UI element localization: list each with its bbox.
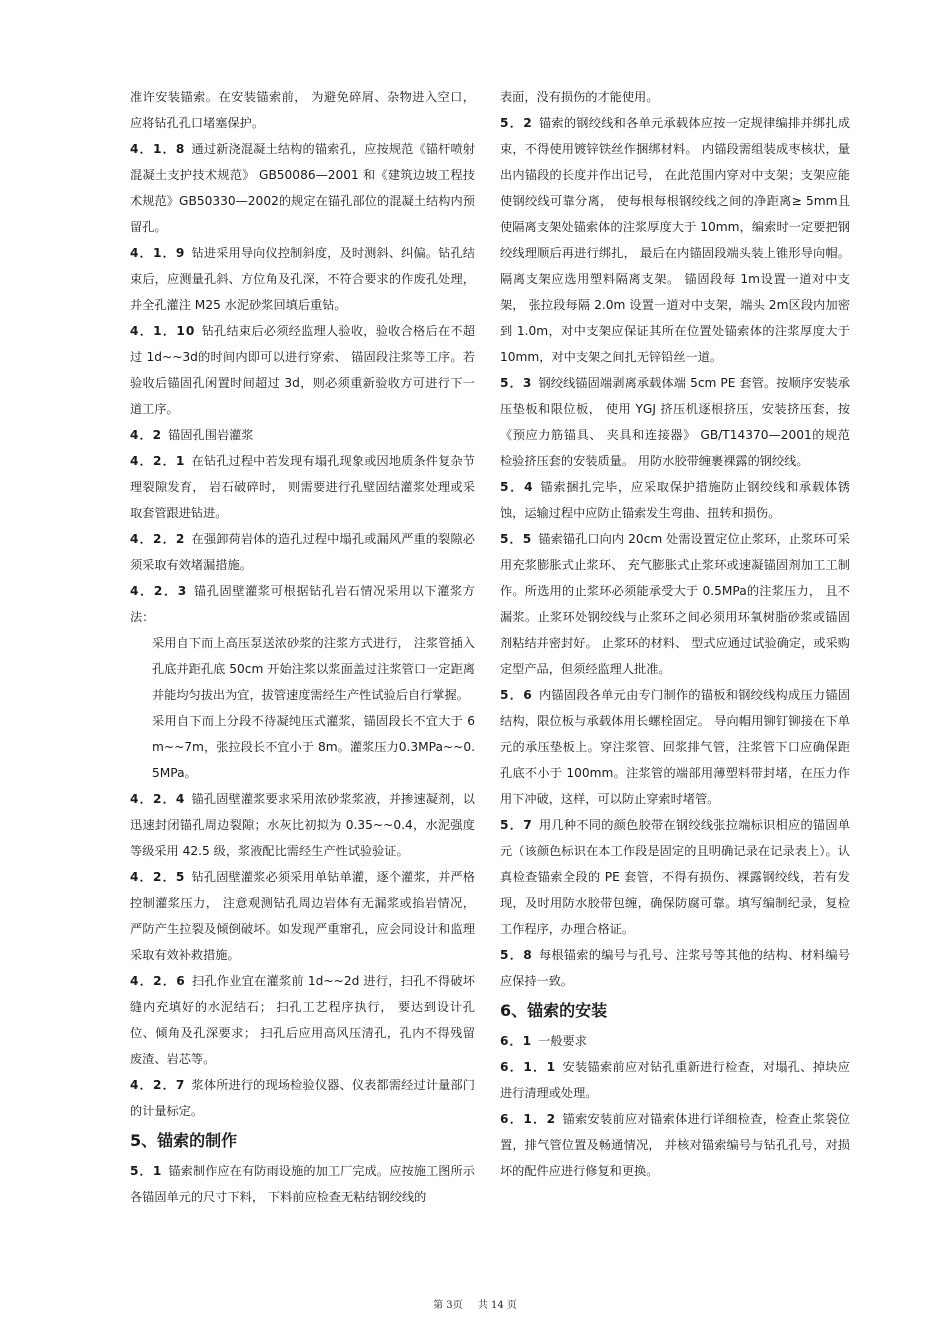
left-column <box>130 84 475 1210</box>
paragraph <box>130 578 475 630</box>
paragraph-text: 用几种不同的颜色胶带在钢绞线张拉端标识相应的锚固单元（该颜色标识在本工作段是固定的且明确记录在记录表上）。认真检查锚索全段的 PE 套管，不得有损伤、裸露钢绞线，若有发现，及时用防水胶带包缠，确保防腐可靠。填写编制纪录，复检工作程序，办理合格证。 <box>500 818 851 936</box>
clause-number: 5．7 <box>500 818 533 832</box>
paragraph <box>500 682 850 812</box>
clause-number: 6．1 <box>500 1034 533 1048</box>
paragraph-text: 锚索制作应在有防雨设施的加工厂完成。应按施工图所示各锚固单元的尺寸下料， 下料前应检查无粘结钢绞线的 <box>130 1164 475 1204</box>
clause-number: 4．2 <box>130 428 163 442</box>
paragraph-text: 采用自下而上高压泵送浓砂浆的注浆方式进行， 注浆管插入孔底并距孔底 50cm 开始注浆以浆面盖过注浆管口一定距离并能均匀拔出为宜，拔管速度需经生产性试验后自行掌握。 <box>152 636 475 702</box>
paragraph-text: 通过新浇混凝土结构的锚索孔，应按规范《锚杆喷射混凝土支护技术规范》 GB50086—2001 和《建筑边坡工程技术规范》GB50330—2002的规定在锚孔部位的混凝土结构内预留孔。 <box>130 142 475 234</box>
paragraph-text: 内锚固段各单元由专门制作的锚板和钢绞线构成压力锚固结构，限位板与承载体用长螺栓固定。 导向帽用铆钉铆接在下单元的承压垫板上。穿注浆管、回浆排气管，注浆管下口应确保距孔底不小于 100mm。注浆管的端部用薄塑料带封堵，在压力作用下冲破，这样，可以防止穿索时堵管。 <box>500 688 851 806</box>
paragraph <box>500 110 850 370</box>
paragraph <box>130 968 475 1072</box>
clause-number: 4．2．4 <box>130 792 186 806</box>
paragraph <box>500 812 850 942</box>
paragraph-text: 准许安装锚索。在安装锚索前， 为避免碎屑、杂物进入空口，应将钻孔孔口堵塞保护。 <box>130 90 475 130</box>
paragraph-text: 锚索安装前应对锚索体进行详细检查，检查止浆袋位置，排气管位置及畅通情况， 并核对锚索编号与钻孔孔号，对损坏的配件应进行修复和更换。 <box>500 1112 850 1178</box>
paragraph-text: 锚索捆扎完毕，应采取保护措施防止钢绞线和承载体锈蚀，运输过程中应防止锚索发生弯曲、扭转和损伤。 <box>500 480 850 520</box>
paragraph <box>500 1054 850 1106</box>
clause-number: 4．2．5 <box>130 870 186 884</box>
paragraph-text: 锚固孔围岩灌浆 <box>168 428 254 442</box>
paragraph-text: 钻孔结束后必须经监理人验收，验收合格后在不超过 1d~~3d的时间内即可以进行穿索、 锚固段注浆等工序。若验收后锚固孔闲置时间超过 3d，则必须重新验收方可进行下一道工序。 <box>130 324 476 416</box>
paragraph-text: 锚索锚孔口向内 20cm 处需设置定位止浆环，止浆环可采用充浆膨胀式止浆环、 充气膨胀式止浆环或速凝锚固剂加工工制作。所选用的止浆环必须能承受大于 0.5MPa的注浆压力， 且不漏浆。止浆环处钢绞线与止浆环之间必须用环氧树脂砂浆或锚固剂粘结并密封好。 止浆环的材料、 型式应通过试验确定，或采购定型产品，但须经监理人批准。 <box>500 532 850 676</box>
paragraph <box>500 84 850 110</box>
clause-number: 4．1．10 <box>130 324 196 338</box>
paragraph <box>500 474 850 526</box>
paragraph <box>130 136 475 240</box>
clause-number: 6．1．1 <box>500 1060 557 1074</box>
paragraph-text: 安装锚索前应对钻孔重新进行检查，对塌孔、掉块应进行清理或处理。 <box>500 1060 850 1100</box>
paragraph-text: 每根锚索的编号与孔号、注浆号等其他的结构、材料编号应保持一致。 <box>500 948 851 988</box>
paragraph-text: 锚孔固壁灌浆要求采用浓砂浆浆液，并掺速凝剂，以迅速封闭锚孔周边裂隙；水灰比初拟为 0.35~~0.4，水泥强度等级采用 42.5 级，浆液配比需经生产性试验验证。 <box>130 792 475 858</box>
paragraph <box>130 1158 475 1210</box>
paragraph-text: 锚孔固壁灌浆可根据钻孔岩石情况采用以下灌浆方法： <box>130 584 475 624</box>
paragraph <box>500 1106 850 1184</box>
paragraph-text: 浆体所进行的现场检验仪器、仪表都需经过计量部门的计量标定。 <box>130 1078 475 1118</box>
clause-number: 5．6 <box>500 688 533 702</box>
paragraph <box>130 318 475 422</box>
clause-number: 4．1．9 <box>130 246 186 260</box>
paragraph <box>500 1028 850 1054</box>
paragraph-text: 一般要求 <box>538 1034 587 1048</box>
clause-number: 4．1．8 <box>130 142 186 156</box>
section-heading: 5、锚索的制作 <box>130 1131 238 1150</box>
clause-number: 4．2．3 <box>130 584 188 598</box>
paragraph-text: 扫孔作业宜在灌浆前 1d~~2d 进行，扫孔不得破坏缝内充填好的水泥结石； 扫孔工艺程序执行， 要达到设计孔位、倾角及孔深要求； 扫孔后应用高风压清孔，孔内不得残留废渣、岩芯等。 <box>130 974 475 1066</box>
paragraph <box>130 448 475 526</box>
clause-number: 4．2．2 <box>130 532 186 546</box>
clause-number: 5．8 <box>500 948 533 962</box>
clause-number: 4．2．1 <box>130 454 186 468</box>
paragraph <box>130 526 475 578</box>
indented-paragraph <box>130 630 475 708</box>
paragraph-text: 在钻孔过程中若发现有塌孔现象或因地质条件复杂节理裂隙发育， 岩石破碎时， 则需要进行孔壁固结灌浆处理或采取套管跟进钻进。 <box>130 454 475 520</box>
paragraph <box>500 370 850 474</box>
right-column <box>500 84 850 1184</box>
indented-paragraph <box>130 708 475 786</box>
paragraph-text: 表面，没有损伤的才能使用。 <box>500 90 659 104</box>
clause-number: 4．2．7 <box>130 1078 186 1092</box>
clause-number: 4．2．6 <box>130 974 186 988</box>
paragraph-text: 钻孔固壁灌浆必须采用单钻单灌，逐个灌浆，并严格控制灌浆压力， 注意观测钻孔周边岩体有无漏浆或掐岩情况，严防产生拉裂及倾倒破坏。如发现严重窜孔，应会同设计和监理采取有效补救措施。 <box>130 870 475 962</box>
clause-number: 5．1 <box>130 1164 163 1178</box>
clause-number: 5．3 <box>500 376 533 390</box>
paragraph <box>130 786 475 864</box>
section-heading: 6、锚索的安装 <box>500 1001 608 1020</box>
clause-number: 5．2 <box>500 116 533 130</box>
paragraph <box>130 1072 475 1124</box>
page-total: 共 14 页 <box>477 1300 517 1311</box>
page-number: 第 3页 <box>433 1300 463 1311</box>
paragraph-text: 钻进采用导向仪控制斜度，及时测斜、纠偏。钻孔结束后，应测量孔斜、方位角及孔深，不符合要求的作废孔处理，并全孔灌注 M25 水泥砂浆回填后重钻。 <box>130 246 475 312</box>
paragraph-text: 采用自下而上分段不待凝纯压式灌浆，锚固段长不宜大于 6m~~7m，张拉段长不宜小于 8m。灌浆压力0.3MPa~~0.5MPa。 <box>152 714 475 780</box>
paragraph <box>130 864 475 968</box>
paragraph-text: 在强卸荷岩体的造孔过程中塌孔或漏风严重的裂隙必须采取有效堵漏措施。 <box>130 532 475 572</box>
clause-number: 5．4 <box>500 480 534 494</box>
paragraph-text: 钢绞线锚固端剥离承载体端 5cm PE 套管。按顺序安装承压垫板和限位板， 使用 YGJ 挤压机逐根挤压，安装挤压套，按《预应力筋锚具、 夹具和连接器》 GB/T14370—2001的规范检验挤压套的安装质量。 用防水胶带缠裹裸露的钢绞线。 <box>500 376 850 468</box>
paragraph <box>500 526 850 682</box>
page-footer <box>0 1296 950 1311</box>
paragraph-text: 锚索的钢绞线和各单元承载体应按一定规律编排并绑扎成束，不得使用镀锌铁丝作捆绑材料。 内锚段需组装成枣核状，量出内锚段的长度并作出记号， 在此范围内穿对中支架；支架应能使钢绞线可靠分离， 使每根每根钢绞线之间的净距离≥ 5mm且使隔离支架处锚索体的注浆厚度大于 10mm，编索时一定要把钢绞线理顺后再进行绑扎， 最后在内锚固段端头装上锥形导向帽。 隔离支架应选用塑料隔离支架。 锚固段每 1m设置一道对中支架， 张拉段每隔 2.0m 设置一道对中支架，端头 2m区段内加密到 1.0m，对中支架应保证其所在位置处锚索体的注浆厚度大于 10mm，对中支架之间扎无锌铅丝一道。 <box>500 116 851 364</box>
clause-number: 5．5 <box>500 532 533 546</box>
paragraph <box>130 240 475 318</box>
paragraph <box>130 84 475 136</box>
clause-number: 6．1．2 <box>500 1112 557 1126</box>
paragraph <box>130 422 475 448</box>
paragraph <box>500 942 850 994</box>
